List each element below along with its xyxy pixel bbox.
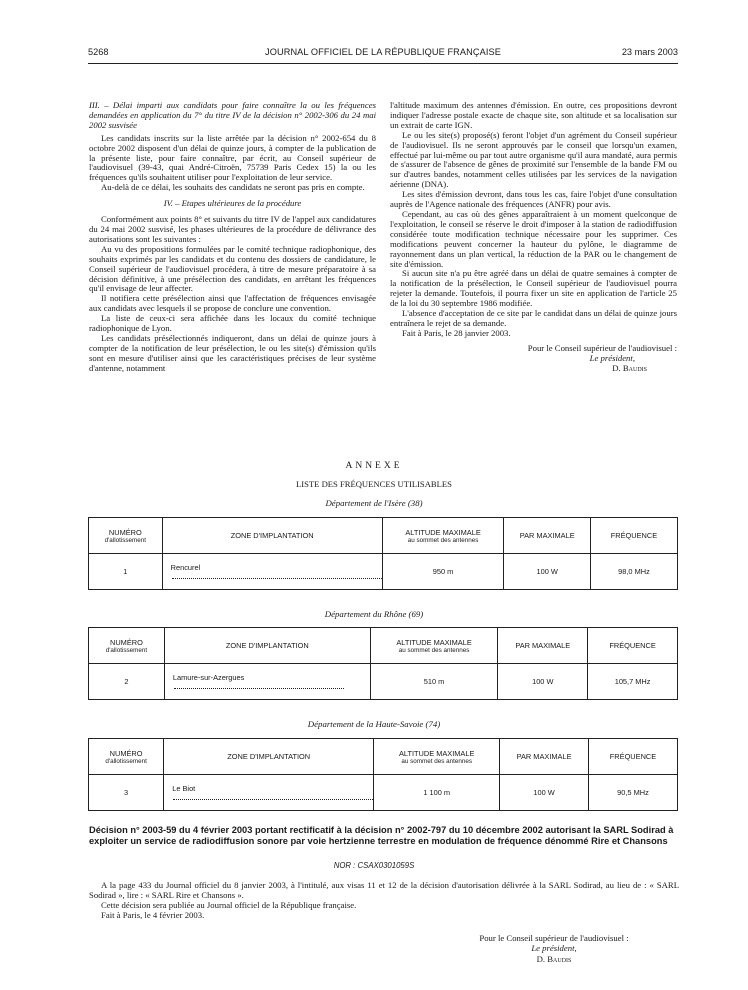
signature-name: D. Baudis [612,362,647,373]
decision-paragraph: Cette décision sera publiée au Journal officiel de la République française. [101,900,357,910]
frequency-table [88,627,678,700]
header-rule [88,63,678,64]
paragraph: Le ou les site(s) proposé(s) feront l'objet d'un agrément du Conseil supérieur de l'audiovisuel. Ils ne seront approuvés par le conseil que lorsqu'un examen, effectué par lui-même ou par tout autre organisme qu'il aura mandaté, aura permis de s'assurer de l'absence de gênes de proximité sur l'ensemble de la bande FM ou sur d'autres bandes, notamment celles utilisées par les services de la navigation aérienne (DNA). [390,129,677,190]
cell-par: 100 W [500,775,589,811]
section-3-heading: III. – Délai imparti aux candidats pour faire connaître la ou les fréquences demandées en application du 7° du titre IV de la décision n° 2002-306 du 24 mai 2002 susvisée [89,100,376,130]
cell-frequence: 105,7 MHz [588,664,678,700]
frequency-table [88,517,678,590]
col-numero: NUMÉRO d'allotissement [89,739,164,775]
issue-date: 23 mars 2003 [621,47,678,57]
page-number: 5268 [88,47,109,57]
cell-zone: Rencurel [162,554,382,590]
frequency-table [88,738,678,811]
paragraph: Cependant, au cas où des gênes apparaîtraient à un moment quelconque de l'exploitation, le conseil se réserve le droit d'imposer à la station de radiodiffusion considérée toute modification technique nécessaire pour les supprimer. Ces modifications peuvent concerner la hauteur du pylône, le diagramme de rayonnement dans un plan vertical, la réduction de la PAR ou le changement de site d'émission. [390,208,677,269]
table-row [89,775,678,811]
col-altitude: ALTITUDE MAXIMALE au sommet des antennes [374,739,500,775]
cell-numero: 2 [89,664,165,700]
section-4-paragraph: La liste de ceux-ci sera affichée dans les locaux du comité technique radiophonique de Lyon. [89,313,376,334]
table-header-row [89,518,678,554]
section-4-paragraph: Au vu des propositions formulées par le comité technique radiophonique, des souhaits exprimés par les candidats et du contenu des dossiers de candidature, le Conseil supérieur de l'audiovisuel procédera, à titre de mesure préparatoire à sa décision définitive, à une présélection des candidats, en arrêtant les fréquences qu'il envisage de leur affecter. [89,243,376,294]
cell-numero: 1 [89,554,163,590]
cell-altitude: 510 m [370,664,498,700]
col-frequence: FRÉQUENCE [590,518,677,554]
annexe-subtitle: LISTE DES FRÉQUENCES UTILISABLES [296,479,452,489]
done-at: Fait à Paris, le 4 février 2003. [101,910,205,920]
cell-zone: Le Biot [164,775,374,811]
paragraph: L'absence d'acceptation de ce site par le candidat dans un délai de quinze jours entraînera le rejet de sa demande. [390,308,677,328]
signature-for: Pour le Conseil supérieur de l'audiovisuel : [527,342,677,353]
table-header-row [89,739,678,775]
decision-title: Décision n° 2003-59 du 4 février 2003 portant rectificatif à la décision n° 2002-797 du 10 décembre 2002 autorisant la SARL Sodirad à exploiter un service de radiodiffusion sonore par voie hertzienne terrestre en modulation de fréquence dénommé Rire et Chansons [89,825,674,846]
col-par: PAR MAXIMALE [500,739,589,775]
paragraph: Si aucun site n'a pu être agréé dans un délai de quatre semaines à compter de la notification de la présélection, le Conseil supérieur de l'audiovisuel pourra rejeter la demande. Toutefois, il pourra fixer un site en application de l'article 25 de la loi du 30 septembre 1986 modifiée. [390,268,677,309]
table-row [89,554,678,590]
department-heading: Département du Rhône (69) [324,609,424,619]
signature-for: Pour le Conseil supérieur de l'audiovisuel : [479,933,629,943]
nor-reference: NOR : CSAX0301059S [333,861,415,870]
cell-altitude: 1 100 m [374,775,500,811]
left-column [89,101,376,374]
signature-name: D. Baudis [536,953,572,964]
col-zone: ZONE D'IMPLANTATION [164,739,374,775]
paragraph: l'altitude maximum des antennes d'émission. En outre, ces propositions devront indiquer l'adresse postale exacte de chaque site, son altitude et sa localisation sur un extrait de carte IGN. [390,100,677,130]
cell-numero: 3 [89,775,164,811]
col-numero: NUMÉRO d'allotissement [89,518,163,554]
cell-par: 100 W [504,554,590,590]
cell-altitude: 950 m [382,554,504,590]
department-heading: Département de l'Isère (38) [325,498,423,508]
department-heading: Département de la Haute-Savoie (74) [307,719,441,729]
decision-paragraph: A la page 433 du Journal officiel du 8 janvier 2003, à l'intitulé, aux visas 11 et 12 de la décision d'autorisation délivrée à la SARL Sodirad, au lieu de : « SARL Sodirad », lire : « SARL Rire et Chansons ». [89,880,679,900]
signature-role: Le président, [589,352,635,363]
decision-signature [430,933,678,964]
section-4-paragraph: Il notifiera cette présélection ainsi que l'affectation de fréquences envisagée aux candidats avec lesquels il se propose de conclure une convention. [89,293,376,314]
paragraph: Les sites d'émission devront, dans tous les cas, faire l'objet d'une consultation auprès de l'Agence nationale des fréquences (ANFR) pour avis. [390,189,677,210]
table-row [89,664,678,700]
col-numero: NUMÉRO d'allotissement [89,628,165,664]
journal-title: JOURNAL OFFICIEL DE LA RÉPUBLIQUE FRANÇAISE [265,47,501,57]
done-at: Fait à Paris, le 28 janvier 2003. [402,327,511,338]
section-3-paragraph: Au-delà de ce délai, les souhaits des candidats ne seront pas pris en compte. [101,182,365,193]
col-zone: ZONE D'IMPLANTATION [162,518,382,554]
col-altitude: ALTITUDE MAXIMALE au sommet des antennes [370,628,498,664]
col-frequence: FRÉQUENCE [588,628,678,664]
right-column [390,101,677,373]
col-zone: ZONE D'IMPLANTATION [164,628,370,664]
page-header [88,47,678,63]
section-4-heading: IV. – Etapes ultérieures de la procédure [163,198,302,209]
annexe-title: ANNEXE [345,461,403,471]
section-4-paragraph: Conformément aux points 8° et suivants du titre IV de l'appel aux candidatures du 24 mai 2002 susvisé, les phases ultérieures de la procédure de délivrance des autorisations sont les suivantes : [89,214,376,244]
section-3-paragraph: Les candidats inscrits sur la liste arrêtée par la décision n° 2002-654 du 8 octobre 2002 disposent d'un délai de quinze jours, à compter de la publication de la présente liste, pour faire connaître, par écrit, au Conseil supérieur de l'audiovisuel (39-43, quai André-Citroën, 75739 Paris Cedex 15) la ou les fréquences qu'ils souhaitent utiliser pour l'exploitation de leur service. [89,132,376,183]
cell-zone: Lamure-sur-Azergues [164,664,370,700]
col-altitude: ALTITUDE MAXIMALE au sommet des antennes [382,518,504,554]
table-header-row [89,628,678,664]
cell-frequence: 90,5 MHz [588,775,677,811]
col-frequence: FRÉQUENCE [588,739,677,775]
col-par: PAR MAXIMALE [504,518,590,554]
cell-frequence: 98,0 MHz [590,554,677,590]
section-4-paragraph: Les candidats présélectionnés indiqueront, dans un délai de quinze jours à compter de la notification de leur présélection, le ou les site(s) d'émission qu'ils sont en mesure d'utiliser ainsi que les caractéristiques précises de leur système d'antenne, notamment [89,332,376,373]
decision-body [89,880,679,920]
cell-par: 100 W [498,664,588,700]
col-par: PAR MAXIMALE [498,628,588,664]
signature-role: Le président, [531,943,577,954]
